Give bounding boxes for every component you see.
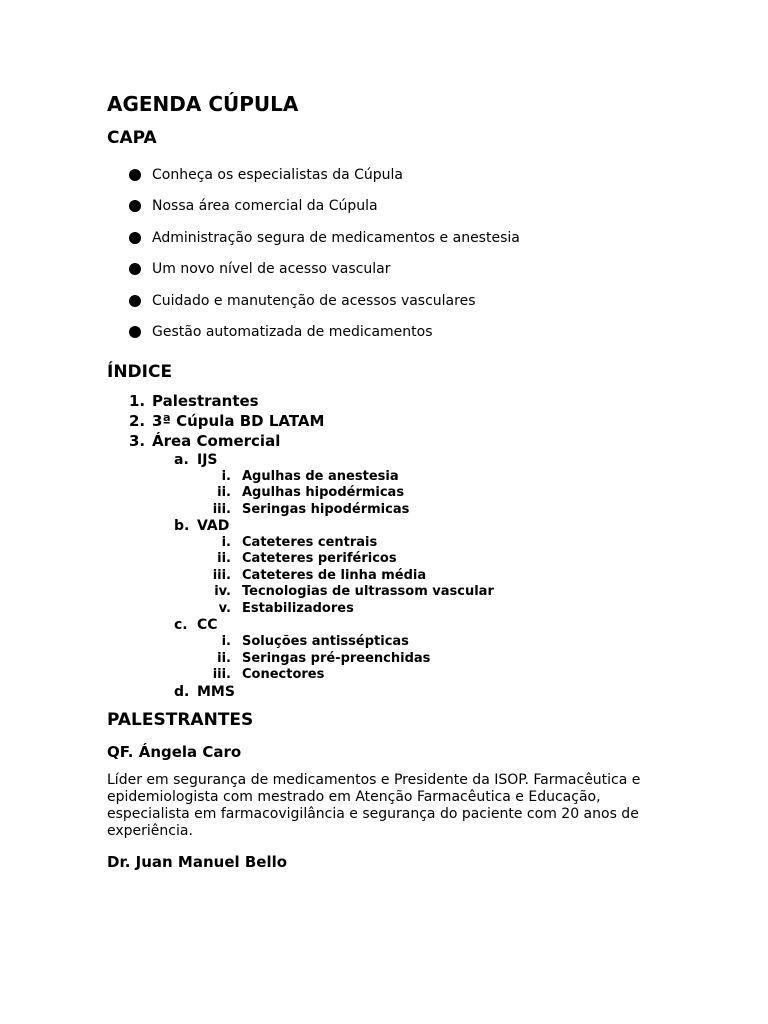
speaker-bio: Líder em segurança de medicamentos e Presidente da ISOP. Farmacêutica e epidemiologista com mestrado em Atenção Farmacêutica e Educação, especialista em farmacovigilância e segurança do paciente com 20 anos de experiência. [107, 772, 641, 840]
toc-subsubitem [107, 584, 667, 601]
toc-subsubitem [107, 485, 667, 502]
toc-subsubitem-label: Agulhas hipodérmicas [242, 485, 405, 501]
list-item-label: Nossa área comercial da Cúpula [152, 198, 378, 215]
toc-subitem-label: VAD [197, 518, 230, 535]
capa-list [107, 166, 667, 354]
bullet-icon [129, 263, 141, 275]
toc-subitem [107, 452, 667, 518]
toc-subitem [107, 684, 667, 701]
toc-item-number: 1. [129, 392, 146, 411]
toc-item [107, 392, 667, 412]
list-item [107, 197, 667, 228]
list-item [107, 229, 667, 260]
toc-item-label: Palestrantes [152, 392, 259, 411]
toc-subsubitem [107, 667, 667, 684]
toc-subsubitem-label: Cateteres periféricos [242, 551, 397, 567]
toc-subsubitem-number: ii. [217, 551, 231, 567]
toc-subsubitem [107, 502, 667, 519]
indice-heading: ÍNDICE [107, 362, 173, 383]
toc-subitem-label: IJS [197, 451, 218, 468]
toc-item [107, 412, 667, 432]
toc-subitem-number: b. [174, 518, 190, 535]
bullet-icon [129, 169, 141, 181]
toc-item-number: 3. [129, 431, 146, 450]
toc-subsubitem-number: v. [218, 600, 231, 616]
capa-heading: CAPA [107, 128, 157, 148]
list-item [107, 323, 667, 354]
toc-subsubitem [107, 651, 667, 668]
toc-subsubitem-number: iii. [212, 567, 231, 583]
speaker-name: QF. Ángela Caro [107, 743, 242, 762]
toc-subsubitem-label: Seringas hipodérmicas [242, 501, 410, 517]
list-item-label: Gestão automatizada de medicamentos [152, 323, 433, 340]
palestrantes-heading: PALESTRANTES [107, 710, 254, 731]
toc-subsublist [197, 535, 667, 618]
list-item-label: Conheça os especialistas da Cúpula [152, 167, 403, 183]
toc-subsublist [197, 634, 667, 684]
toc-subsubitem [107, 568, 667, 585]
toc-subsubitem [107, 601, 667, 618]
toc-subsubitem-number: iv. [214, 584, 231, 600]
toc-subsubitem-label: Estabilizadores [242, 600, 354, 616]
toc-subsubitem-label: Soluções antissépticas [242, 634, 409, 650]
toc-subsubitem-number: i. [221, 468, 231, 484]
toc-subsubitem-number: iii. [212, 501, 231, 517]
document-title: AGENDA CÚPULA [107, 92, 299, 116]
toc-subitem [107, 617, 667, 683]
toc-subsubitem [107, 469, 667, 486]
toc-subsubitem-label: Cateteres de linha média [242, 567, 427, 583]
toc-subsubitem [107, 535, 667, 552]
toc-sublist [152, 452, 667, 701]
toc-subitem [107, 518, 667, 617]
list-item [107, 292, 667, 323]
bullet-icon [129, 326, 141, 338]
toc-subsubitem [107, 634, 667, 651]
bullet-icon [129, 200, 141, 212]
bullet-icon [129, 232, 141, 244]
toc-subsublist [197, 469, 667, 519]
list-item [107, 166, 667, 197]
toc-subitem-label: CC [197, 617, 218, 634]
toc-subsubitem-label: Tecnologias de ultrassom vascular [242, 584, 494, 600]
toc-subsubitem-number: ii. [217, 650, 231, 666]
toc-subsubitem-label: Agulhas de anestesia [242, 468, 399, 484]
toc-subsubitem-number: i. [221, 634, 231, 650]
toc-subitem-number: c. [174, 617, 188, 634]
speaker-name: Dr. Juan Manuel Bello [107, 853, 288, 872]
toc-subitem-number: a. [174, 451, 189, 468]
list-item-label: Cuidado e manutenção de acessos vasculares [152, 292, 476, 309]
toc-item [107, 432, 667, 700]
toc-subsubitem-label: Seringas pré-preenchidas [242, 650, 431, 666]
list-item [107, 260, 667, 291]
toc-item-label: Área Comercial [152, 431, 281, 450]
toc-subsubitem-number: ii. [217, 485, 231, 501]
toc-item-number: 2. [129, 412, 146, 431]
toc-subitem-number: d. [174, 683, 190, 700]
toc-subsubitem-number: i. [221, 534, 231, 550]
document-page [107, 90, 667, 872]
toc-subsubitem-label: Conectores [242, 667, 325, 683]
list-item-label: Um novo nível de acesso vascular [152, 261, 391, 278]
toc-subsubitem-label: Cateteres centrais [242, 534, 378, 550]
bullet-icon [129, 295, 141, 307]
list-item-label: Administração segura de medicamentos e anestesia [152, 229, 520, 246]
toc-subitem-label: MMS [197, 683, 235, 700]
table-of-contents [107, 392, 667, 700]
toc-subsubitem-number: iii. [212, 667, 231, 683]
toc-subsubitem [107, 551, 667, 568]
toc-item-label: 3ª Cúpula BD LATAM [152, 412, 325, 431]
